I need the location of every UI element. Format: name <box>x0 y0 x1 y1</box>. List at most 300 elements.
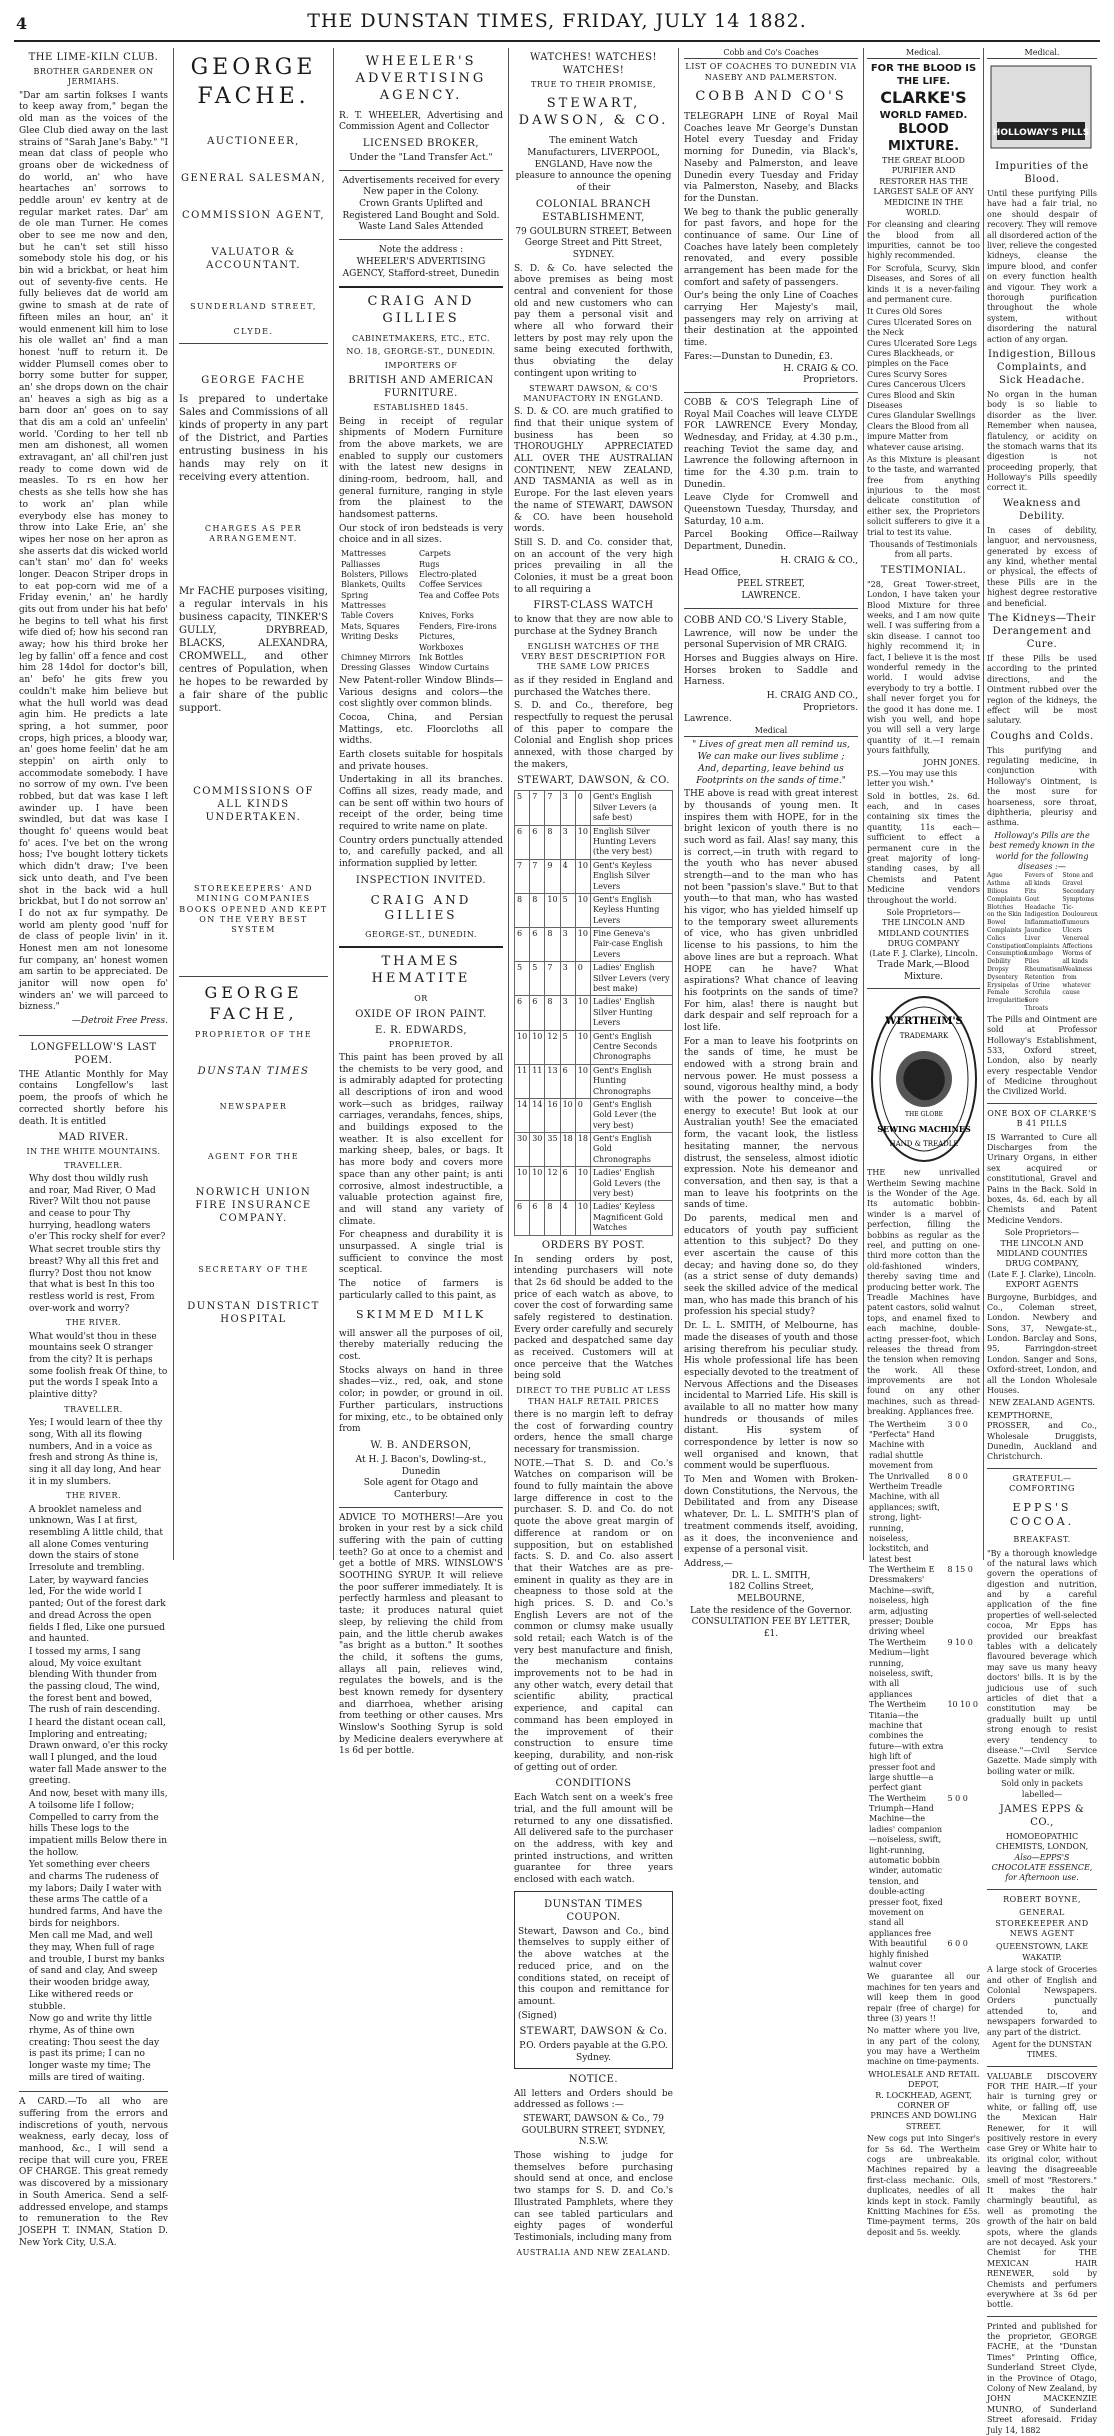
thames-stocks: Stocks always on hand in three shades—viz., red, oak, and stone color; in powder, or ground in oil. Further particulars, instructions for mixing, etc., to be obtained only from <box>339 1365 503 1435</box>
disease-item: Inflammation <box>1024 919 1066 927</box>
signed: (Signed) <box>518 2010 557 2021</box>
price-cell: 10 <box>515 1167 530 1201</box>
poem-stanza: Why dost thou wildly rush and roar, Mad River, O Mad River? Wilt thou not pause and cease to pour Thy hurrying, headlong waters o'er This rocky shelf for ever? <box>29 1174 166 1243</box>
disease-item: Retention of Urine <box>1024 973 1055 989</box>
price-cell: 11 <box>530 1064 545 1098</box>
clarkes: CLARKE'S <box>880 88 967 108</box>
divider <box>19 2091 168 2092</box>
machine-description: The Unrivalled Wertheim Treadle Machine, with all appliances; swift, strong, light-running, noiseless, lockstitch, and latest best <box>869 1471 942 1564</box>
seal-wertheims: WERTHEIM'S <box>884 1016 963 1028</box>
machine-price: 5 0 0 <box>947 1793 968 1803</box>
machine-description: The Wertheim Titania—the machine that combines the future—with extra high lift of presser foot and large shuttle—a perfect giant <box>869 1700 944 1793</box>
fares: Fares:—Dunstan to Dunedin, £3. <box>684 351 833 362</box>
skimmed-milk: SKIMMED MILK <box>355 1308 487 1322</box>
lime-kiln-title: THE LIME-KILN CLUB. <box>28 52 159 63</box>
norwich-union: NORWICH UNION FIRE INSURANCE COMPANY. <box>195 1187 312 1225</box>
nz-agents: NEW ZEALAND AGENTS. <box>989 1398 1095 1408</box>
price-cell: 3 <box>560 791 575 825</box>
list-item: Palliasses <box>341 559 381 569</box>
watch-description: Gent's English Keyless Hunting Levers <box>590 893 672 927</box>
machine-row <box>867 1700 980 1794</box>
poem-stanza: Later, by wayward fancies led, For the wide world I panted; Out of the forest dark and dread Across the open fields I fled, Like one pursued and haunted. <box>29 1575 166 1645</box>
boyne-agent: Agent for the DUNSTAN TIMES. <box>992 2039 1092 2060</box>
price-cell: 0 <box>575 791 590 825</box>
poem-stanza: What secret trouble stirs thy breast? Why all this fret and flurry? Dost thou not know that what is best In this too restless world is rest, From over-work and worry? <box>29 1245 161 1314</box>
seal-hand: HAND & TREADLE <box>888 1140 959 1149</box>
price-cell: 8 <box>515 893 530 927</box>
manufactory: STEWART DAWSON, & CO'S MANUFACTORY IN ENGLAND. <box>523 383 664 403</box>
lincoln-4: (Late F. J. Clarke), Lincoln. <box>987 1269 1097 1279</box>
australia-nz: AUSTRALIA AND NEW ZEALAND. <box>516 2247 671 2257</box>
quote-line-1: " Lives of great men all remind us, We can make our lives sublime ; <box>692 740 850 763</box>
disease-item: Ulcers <box>1062 926 1083 934</box>
price-row <box>515 962 673 996</box>
disease-item: Venereal Affections <box>1062 934 1093 950</box>
list-item: Dressing Glasses <box>341 663 411 673</box>
price-row <box>515 1030 673 1064</box>
price-cell: 13 <box>545 1064 560 1098</box>
masthead: THE DUNSTAN TIMES, FRIDAY, JULY 14 1882. <box>307 10 807 32</box>
column-5 <box>679 48 864 1640</box>
watches-body6: S. D. and Co., therefore, beg respectfully to request the perusal of this paper to compare the Colonial and English shop prices annexed, with those charged by the makers, <box>514 701 673 770</box>
thames-cheap: For cheapness and durability it is unsurpassed. A single trial is sufficient to convince the most sceptical. <box>339 1230 503 1276</box>
disease-item: Dysentery <box>987 973 1018 981</box>
list-item: Chimney Mirrors <box>341 653 411 663</box>
list-item: Electro-plated <box>419 569 477 579</box>
longfellow-article <box>19 1041 168 2085</box>
cg-earth: Earth closets suitable for hospitals and private houses. <box>339 749 503 772</box>
header-rule <box>14 40 1100 42</box>
price-cell: 10 <box>575 1030 590 1064</box>
divider <box>987 1103 1097 1104</box>
new-cogs: New cogs put into Singer's for 5s 6d. The Wertheim cogs are unbreakable. Machines repaired by a first-class mechanic. Oils, duplicates, needles of all kinds kept in stock. Family Knitting Machines for £5s. Time-payment terms, 20s deposit and 5s. weekly. <box>867 2134 980 2237</box>
lime-kiln-body: "Dar am sartin folkses I wants to keep away from," began the old man as the voices of the Glee Club died away on the last strains of "Sarah Jane's Baby." "I mean dat class of people who groans ober de wickedness of do world, an' who have heartaches an' sorrows to peddle aroun' ev kentry at de regular market rates. Dar' am de ole man Turner. He comes ober to see me now and den, but he can't set still hisso somebody stole his dog, or his bin wid a brickbat, or heat him out of seventy-five cents. He fully believes dat de world am gwine to smash at de rate of fifteen miles an hour, an' it would enmenent kill him to lose his ole wallet an' find a man honest 'nuff to return it. De widder Plumsell comes ober to borry some butter for supper, an' she drops down on the chair an' heaves a sigh as big as a barn door an' goes on to say that dis am a cold an' unfeelin' world. 'Cording to her tell nb men am dishonest, all women extravagant, an' all chil'ren just ready to come down wid de measles. To rs en how her chests as she tells how she has to work an' plan while everybody else has money to throw into Lake Erie, an' she wipes her nose on her apron as she asserts dat dis wicked world can't stan' mo' dan fo' weeks longer. Deacon Striper drops in to eat pop-corn wid me of a Friday evenin,' an' he hardly gits out from under his hat befo' he begins to tell what his first wife died of; how his second ran away; how his third broke her leg by fallin' off a fence and cost him 28 14dol for doctor's bill, an' befo' he gits frew you couldn't make him believe but what the hull world was dead agin him. He predicts a late spring, a hot summer, poor crops, high prices, a bloody war, an' goes home feelin' dat he am steppin' on airth only to accommodate somebody. I have no sorrow of my own. I've been robbed, but dat was kase I left awinder up. I have been swindled, but dat was kase I thought fo' queens would beat fo' aces. I've bet on the wrong hoss; I've bought lottery tickets which didn't draw; I've been sick unto death, and I've been shot in the back wid a hull brickbat, but I do not sorrow an' I do not ax fur sympathy. De world am plenty good 'nuff for de class of people livin' in it. Honest men am not lonesome fur company, an' honest women am sartin to be appreciated. De janitor will now open fo' winders an' we will parceed to bizness." <box>19 90 168 1013</box>
disease-item: Fevers of all kinds <box>1024 872 1053 888</box>
land-act: Under the "Land Transfer Act." <box>349 153 493 164</box>
cg-body: Being in receipt of regular shipments of Modern Furniture from the above markets, we are enabled to supply our customers with the latest new designs in dining-room, bedroom, hall, and general furniture, ranging in style from the plainest to the handsomest patterns. <box>339 416 503 521</box>
licensed-broker: LICENSED BROKER, <box>362 138 480 150</box>
price-cell: 6 <box>515 996 530 1030</box>
sold-in-bottles: Sold in bottles, 2s. 6d. each, and in cases containing six times the quantity, 11s each—sufficient to effect a permanent cure in the great majority of long-standing cases, by all Chemists and Patent Medicine vendors throughout the world. <box>867 791 980 905</box>
craig-sign-3: H. CRAIG AND CO., <box>766 691 858 701</box>
divider <box>987 2066 1097 2067</box>
list-item: Blankets, Quilts <box>341 580 406 590</box>
holloways-pills-logo-icon <box>987 62 1095 152</box>
disease-item: Weakness from whatever cause <box>1062 965 1093 997</box>
cure-item: Cures Ulcerated Sores on the Neck <box>867 317 972 338</box>
cure-item: Cures Ulcerated Sore Legs <box>867 338 977 348</box>
price-cell: 10 <box>575 996 590 1030</box>
medical-body-3: Do parents, medical men and educators of youth pay sufficient attention to this subject? Do they ever ascertain the cause of this decay; and having done so, do they (as a strict sense of duty demands) seek the skilled advice of the medical man, who has made this branch of his profession his special study? <box>684 1213 858 1318</box>
machine-row <box>867 1939 980 1970</box>
list-item: Carpets <box>419 549 451 559</box>
machine-row <box>867 1794 980 1939</box>
epps-body: "By a thorough knowledge of the natural laws which govern the operations of digestion and nutrition, and by a careful application of the fine properties of well-selected cocoa, Mr Epps has provided our breakfast tables with a delicately flavoured beverage which may save us many heavy doctors' bills. It is by the judicious use of such articles of diet that a constitution may be gradually built up until strong enough to resist every tendency to disease."—Civil Service Gazette. Made simply with boiling water or milk. <box>987 1548 1097 1776</box>
medical-body-2: For a man to leave his footprints on the sands of time, he must be endowed with a strong brain and nervous power. He must possess a sound, vigorous healthy mind, a body with the power to conceive—the energy to execute! But look at our Australian youth! See the emaciated form, the vacant look, the listless hesitating manner, the nervous distrust, the senseless, almost idiotic expression. Note his demeanor and conversation, and then say, is that a man to leave his footprints on the sands of time. <box>684 1036 858 1211</box>
list-item: Spring Mattresses <box>341 590 386 611</box>
price-cell: 6 <box>560 1064 575 1098</box>
craig-gillies-title: CRAIG AND GILLIES <box>367 294 475 327</box>
boyne-name: ROBERT BOYNE, <box>1003 1894 1081 1904</box>
poem-stanza: Men call me Mad, and well they may, When full of rage and trouble, I burst my banks of sand and clay, And sweep their wooden bridge away, Like withered reeds or stubble. <box>29 1931 165 2012</box>
poem-stanza: Yet something ever cheers and charms The rudeness of my labors; Daily I water with these arms The cattle of a hundred farms, And have the birds for neighbors. <box>29 1860 163 1929</box>
price-cell: 5 <box>560 1030 575 1064</box>
orders-body: In sending orders by post, intending purchasers will note that 2s 6d should be added to the price of each watch as above, to cover the cost of forwarding same safely registered to destination. Every order carefully and securely packed and despatched same day as received. Customers will at once perceive that the Watches being sold <box>514 1254 673 1382</box>
craig-sign-2: H. CRAIG & CO., <box>780 555 858 566</box>
disease-item: Constipation <box>987 942 1026 950</box>
established: ESTABLISHED 1845. <box>373 403 469 413</box>
machine-description: The Wertheim E Dressmakers' Machine—swift, noiseless, high arm, adjusting presser; Double driving wheel <box>869 1565 935 1637</box>
list-item: Bolsters, Pillows <box>341 569 409 579</box>
price-row <box>515 1098 673 1132</box>
sole-agent: Sole agent for Otago and Canterbury. <box>363 1478 479 1500</box>
colonial-branch: COLONIAL BRANCH ESTABLISHMENT, <box>535 198 652 223</box>
longfellow-intro: THE Atlantic Monthly for May contains Longfellow's last poem, the proofs of which he corrected shortly before his death. It is entitled <box>19 1069 168 1127</box>
price-cell: 8 <box>545 996 560 1030</box>
boyne-address: QUEENSTOWN, LAKE WAKATIP. <box>995 1942 1089 1962</box>
price-cell: 4 <box>560 859 575 893</box>
disease-item: Bilious Complaints <box>987 887 1022 903</box>
watch-description: Gent's Keyless English Silver Levers <box>590 859 672 893</box>
disease-item: Scrofula <box>1024 989 1051 997</box>
anderson: W. B. ANDERSON, <box>370 1439 472 1451</box>
price-cell: 8 <box>545 928 560 962</box>
imprint: Printed and published for the proprietor, GEORGE FACHE, at the "Dunstan Times" Printing Office, Sunderland Street Clyde, in the Province of Otago, Colony of New Zealand, by JOHN MACKENZIE MUNRO, of Sunderland Street aforesaid. Friday July 14, 1882 <box>987 2321 1097 2435</box>
horses: Horses and Buggies always on Hire. Horses broken to Saddle and Harness. <box>684 653 858 688</box>
poem-stanza: And now, beset with many ills, A toilsome life I follow; Compelled to carry from the hills These logs to the impatient mills Below there in the hollow. <box>29 1789 168 1858</box>
section-label: Medical. <box>987 48 1097 59</box>
export-body: Burgoyne, Burbidges, and Co., Coleman street, London. Newbery and Sons, 37, Newgate-st., London. Barclay and Sons, 95, Farringdon-street London. Sanger and Sons, Oxford-street, London, and all the London Wholesale Houses. <box>987 1292 1097 1396</box>
price-cell: 16 <box>545 1098 560 1132</box>
watches-title: WATCHES! WATCHES! WATCHES! <box>529 52 657 76</box>
price-row <box>515 1201 673 1235</box>
watch-description: Ladies' English Gold Levers (the very best) <box>590 1167 672 1201</box>
divider <box>339 170 503 171</box>
kidneys-body: If these Pills be used according to the printed directions, and the Ointment rubbed over the region of the kidneys, the effect will be most salutary. <box>987 653 1097 726</box>
watch-description: Gent's English Gold Lever (the very best) <box>590 1098 672 1132</box>
boyne-body: A large stock of Groceries and other of English and Colonial Newspapers. Orders punctually attended to, and newspapers forwarded to any part of the district. <box>987 1965 1097 2037</box>
price-cell: 6 <box>530 928 545 962</box>
disease-item: Tic-Douloureux <box>1062 903 1098 919</box>
thames-title: THAMES HEMATITE <box>371 954 471 987</box>
consultation-fee: CONSULTATION FEE BY LETTER, £1. <box>691 1617 851 1640</box>
lincoln-3: THE LINCOLN AND MIDLAND COUNTIES DRUG COMPANY, <box>996 1238 1088 1269</box>
machine-row <box>867 1472 980 1566</box>
lime-kiln-article <box>19 51 168 1028</box>
machine-description: The Wertheim "Perfecta" Hand Machine with radial shuttle movement from <box>869 1419 935 1471</box>
list-item: Mattresses <box>341 549 386 559</box>
price-cell: 5 <box>530 962 545 996</box>
price-cell: 10 <box>575 825 590 859</box>
importers: IMPORTERS OF <box>384 360 458 370</box>
price-cell: 3 <box>560 825 575 859</box>
card-notice: A CARD.—To all who are suffering from the errors and indiscretions of youth, nervous weakness, early decay, loss of manhood, &c., I will send a recipe that will cure you, FREE OF CHARGE. This great remedy was discovered by a missionary in South America. Send a self-addressed envelope, and stamps to remuneration to the Rev JOSEPH T. INMAN, Station D. New York City, U.S.A. <box>19 2097 168 2248</box>
poem-stanza: Now go and write thy little rhyme, As of thine own creating: Thou seest the day is past its prime; I can no longer waste my time; The mills are tired of waiting. <box>29 2014 160 2083</box>
disease-item: Stone and Gravel <box>1062 872 1094 888</box>
seal-globe: THE GLOBE <box>904 1111 943 1119</box>
smith-name: DR. L. L. SMITH, <box>731 1570 811 1581</box>
price-row <box>515 996 673 1030</box>
ads-received: Advertisements received for every New paper in the Colony. <box>342 175 500 198</box>
cg-items-table <box>339 549 503 674</box>
price-cell: 3 <box>560 962 575 996</box>
watch-description: Gent's English Centre Seconds Chronographs <box>590 1030 672 1064</box>
price-cell: 6 <box>530 1201 545 1235</box>
cg-country: Country orders punctually attended to, and carefully packed, and all information supplied by letter. <box>339 835 503 870</box>
watches-body1: S. D. & Co. have selected the above premises as being most central and convenient for those old and new customers who can pay them a personal visit and where all who forward their letters by post may rely upon the same being executed forthwith, thus obviating the delay contingent upon writing to <box>514 263 673 379</box>
divider <box>339 1507 503 1508</box>
grateful: GRATEFUL—COMFORTING <box>1009 1473 1075 1494</box>
disease-item: Sore Throats <box>1024 997 1049 1012</box>
hair-renewer: VALUABLE DISCOVERY FOR THE HAIR.—If your hair is turning grey or white, or falling off, use the Mexican Hair Renewer, for it will positively restore in every case Grey or White hair to its original color, without leaving the disagreeable smell of most "Restorers." It makes the hair charmingly beautiful, as well as promoting the growth of the hair on bald spots, where the glands are not decayed. Ask your Chemist for THE MEXICAN HAIR RENEWER, sold by Chemists and perfumers everywhere at 3s 6d per bottle. <box>987 2071 1097 2310</box>
list-item: Knives, Forks <box>419 611 474 621</box>
divider <box>987 1889 1097 1890</box>
pleasant: As this Mixture is pleasant to the taste, and warranted free from anything injurious to the most delicate constitution of either sex, the Proprietors solicit sufferers to give it a trial to test its value. <box>867 454 980 537</box>
commissions-heading: COMMISSIONS OF ALL KINDS UNDERTAKEN. <box>193 785 314 823</box>
notice: NOTICE. <box>568 2073 619 2085</box>
price-row <box>515 825 673 859</box>
fache-name-2: GEORGE FACHE, <box>204 982 303 1023</box>
price-cell: 7 <box>530 859 545 893</box>
watch-price-table <box>514 790 673 1235</box>
poem-title: MAD RIVER. <box>58 1132 129 1144</box>
poem-stanza: Yes; I would learn of thee thy song, With all its flowing numbers, And in a voice as fresh and strong As thine is, sing it all day long, And hear it in my slumbers. <box>29 1418 163 1487</box>
divider <box>19 1035 168 1036</box>
wertheim-guarantee: We guarantee all our machines for ten years and will keep them in good repair (free of charge) for three (3) years !! <box>867 1972 980 2023</box>
coaches-list-title: LIST OF COACHES TO DUNEDIN VIA NASEBY AND PALMERSTON. <box>685 62 857 82</box>
fache-role: GENERAL SALESMAN, <box>180 173 327 185</box>
john-jones: JOHN JONES. <box>923 758 980 768</box>
melbourne: MELBOURNE, <box>737 1593 805 1604</box>
divider <box>684 392 858 393</box>
watches-body2: S. D. & CO. are much gratified to find that their unique system of business has been so THOROUGHLY APPRECIATED ALL OVER THE AUSTRALIAN CONTINENT, NEW ZEALAND, AND TASMANIA as well as in Europe. For the last eleven years the name of STEWART, DAWSON & CO. have been household words. <box>514 407 673 535</box>
testimonial-body: "28, Great Tower-street, London, I have taken your Blood Mixture for three weeks, and I am now quite well. I was suffering from a skin disease. I cannot too highly recommend it; in fact, I believe it is the most wonderful remedy in the world. I would advise everybody to try a bottle. I shall never forget you for the good it has done me. I wish you well, and hope you will sell a very large quantity of it.—I remain yours faithfully, <box>867 579 980 756</box>
price-cell: 6 <box>515 1201 530 1235</box>
section-label: Cobb and Co's Coaches <box>684 48 858 59</box>
disease-item: Rheumatism <box>1024 965 1063 973</box>
price-cell: 7 <box>545 791 560 825</box>
secretary-label: SECRETARY OF THE <box>198 1265 309 1275</box>
orders-by-post: ORDERS BY POST. <box>541 1239 646 1251</box>
watch-description: Ladies' Keyless Magnificent Gold Watches <box>590 1201 672 1235</box>
judge-body: Those wishing to judge for themselves before purchasing should send at once, and enclose two stamps for S. D. and Co.'s Illustrated Pamphlets, where they can see tabled particulars and eighty pages of wonderful Testimonials, including many from <box>514 2151 673 2243</box>
cg-undertaking: Undertaking in all its branches. Coffins all sizes, ready made, and can be sent off within two hours of receipt of the order, being time required to write name on plate. <box>339 775 503 833</box>
divider <box>339 946 503 948</box>
price-cell: 8 <box>530 893 545 927</box>
coughs-title: Coughs and Colds. <box>990 730 1094 742</box>
sole-proprietors: Sole Proprietors— <box>886 907 961 917</box>
price-cell: 10 <box>515 1030 530 1064</box>
disease-item: Liver Complaints <box>1024 934 1060 950</box>
divider <box>987 1468 1097 1469</box>
cure-item: Cures Scurvy Sores <box>867 369 947 379</box>
price-cell: 6 <box>560 1167 575 1201</box>
price-cell: 35 <box>545 1133 560 1167</box>
export-agents: EXPORT AGENTS <box>1005 1280 1079 1290</box>
cure-item: Cures Cancerous Ulcers <box>867 380 966 390</box>
divider <box>339 239 503 240</box>
machine-row <box>867 1420 980 1472</box>
price-cell: 6 <box>530 825 545 859</box>
cg-address: NO. 18, GEORGE-ST., DUNEDIN. <box>346 347 496 357</box>
cure-item: It Cures Old Sores <box>867 307 943 317</box>
one-box-title: ONE BOX OF CLARKE'S B 41 PILLS <box>987 1108 1097 1129</box>
price-cell: 8 <box>545 1201 560 1235</box>
medical-body: THE above is read with great interest by thousands of young men. It inspires them with HOPE, for in the bright lexicon of youth there is no such word as fail. Alas! say many, this is correct,—in truth with regard to the youth who has never abused strength—and to the man who has not been "passion's slave." But to that youth—to that man, who has wasted his vigor, who has yielded himself up to the temporary sweet allurements of vice, who has given unbridled license to his passions, to him the above lines are but a reproach. What HOPE can he have? What aspirations? What chance of leaving his footprints on the sands of time? For him, alas! there is naught but dark despair and self reproach for a lost life. <box>684 789 858 1033</box>
smith-addr: 182 Collins Street, <box>728 1582 814 1593</box>
thames-name: E. R. EDWARDS, <box>374 1024 468 1036</box>
watch-description: Fine Geneva's Fair-case English Levers <box>590 928 672 962</box>
disease-item: Headache <box>1024 903 1056 911</box>
cabinetmakers: CABINETMAKERS, ETC., ETC. <box>352 334 490 344</box>
list-item: Writing Desks <box>341 632 399 642</box>
fache-role: AUCTIONEER, <box>207 136 300 148</box>
machine-description: With beautiful highly finished walnut cover <box>869 1939 929 1969</box>
fache-role: COMMISSION AGENT, <box>181 210 326 222</box>
conditions-body: Each Watch sent on a week's free trial, and the full amount will be returned to any one dissatisfied. All delivered safe to the purchaser on the address, with key and printed instructions, and written guarantee for three years enclosed with each watch. <box>514 1793 673 1886</box>
watches-sub: TRUE TO THEIR PROMISE, <box>531 80 656 89</box>
price-cell: 7 <box>515 859 530 893</box>
craig-sign: H. CRAIG & CO. <box>783 363 858 374</box>
machine-price: 8 0 0 <box>947 1471 968 1481</box>
proprietor-label: PROPRIETOR OF THE <box>194 1030 313 1040</box>
medical-label: Medical <box>684 726 858 737</box>
price-cell: 7 <box>545 962 560 996</box>
poem-stanza: A brooklet nameless and unknown, Was I at first, resembling A little child, that all alone Comes venturing down the stairs of stone Irresolute and trembling. <box>29 1504 163 1574</box>
disease-item: Fits <box>1024 887 1037 895</box>
list-item: Tea and Coffee Pots <box>419 590 500 600</box>
cure-item: Cures Glandular Swellings <box>867 411 976 421</box>
list-item: Rugs <box>419 559 440 569</box>
peel-street: PEEL STREET, <box>737 579 805 590</box>
livery-title: COBB AND CO.'S Livery Stable, <box>684 614 847 626</box>
watch-description: Gent's English Gold Chronographs <box>590 1133 672 1167</box>
disease-item: Gout <box>1024 895 1040 903</box>
disease-item: Asthma <box>987 880 1010 888</box>
stewart-dawson-2: STEWART, DAWSON, & CO. <box>517 775 670 787</box>
wertheim-no-matter: No matter where you live, in any part of the colony, you may have a Wertheim machine on time-payments. <box>867 2026 980 2067</box>
hospital-name: DUNSTAN DISTRICT HOSPITAL <box>187 1300 320 1325</box>
late-residence: Late the residence of the Governor. <box>690 1605 852 1616</box>
livery-body: Lawrence, will now be under the personal Supervision of MR CRAIG. <box>684 628 858 651</box>
divider <box>339 286 503 288</box>
price-cell: 10 <box>545 893 560 927</box>
list-item: Ink Bottles <box>419 653 464 663</box>
thames-notice: The notice of farmers is particularly called to this paint, as <box>339 1279 503 1301</box>
price-cell: 10 <box>575 1167 590 1201</box>
blood-mixture: BLOOD MIXTURE. <box>887 122 960 155</box>
watches-body4: to know that they are now able to purchase at the Sydney Branch <box>514 615 673 638</box>
note-body: NOTE.—That S. D. and Co.'s Watches on comparison will be found to fully maintain the above large difference in cost to the purchaser. S. D. and Co. do not quote the above great margin of difference at random or on supposition, but on established facts. S. D. and Co. also assert that their Watches are as pre-eminent in quality as they are in cheapness to those sold at the high prices. S. D. and Co.'s English Levers are not of the common or clumsy make usually sold retail; each Watch is of the very best manufacture and finish, the mechanism contains improvements not to be had in any other watch, every detail that scientific ability, practical experience, and capital can command has been employed in the improvement of their construction to ensure time keeping, durability, and non-risk of getting out of order. <box>514 1458 673 1773</box>
wheeler-agent: R. T. WHEELER, Advertising and Commission Agent and Collector <box>339 110 503 133</box>
speaker-river: THE RIVER. <box>65 1318 122 1328</box>
holloway-sold: The Pills and Ointment are sold at Professor Holloway's Establishment, 533, Oxford street, London, also by nearly every respectable Vendor of Medicine throughout the Civilized World. <box>987 1014 1097 1097</box>
wertheim-price-list <box>867 1420 980 1971</box>
charges-note: CHARGES AS PER ARRANGEMENT. <box>204 523 303 544</box>
price-cell: 10 <box>575 1201 590 1235</box>
disease-item: Indigestion <box>1024 911 1059 919</box>
lawrence-2: Lawrence. <box>684 714 732 725</box>
disease-item: Lumbago <box>1024 950 1054 958</box>
price-cell: 18 <box>560 1133 575 1167</box>
weakness-body: In cases of debility, languor, and nervousness, generated by excess of any kind, whether mental or physical, the effects of these Pills are in the highest degree restorative and beneficial. <box>987 525 1097 608</box>
price-cell: 18 <box>575 1133 590 1167</box>
wholesale-depot: WHOLESALE AND RETAIL DEPOT, <box>868 2069 979 2090</box>
watches-body5: as if they resided in England and purchased the Watches there. <box>514 675 673 698</box>
price-cell: 12 <box>545 1167 560 1201</box>
price-cell: 10 <box>560 1098 575 1132</box>
cure-item: Clears the Blood from all impure Matter from whatever cause arising. <box>867 421 969 452</box>
cobb-body2: We beg to thank the public generally for past favors, and hope for the continuance of same. Our Line of Coaches have lately been completely renovated, and every possible arrangement has been made for the comfort and safety of passengers. <box>684 207 858 288</box>
trade-mark: Trade Mark,—Blood Mixture. <box>877 959 970 982</box>
list-item: Pictures, Workboxes <box>419 632 464 652</box>
machine-price: 10 10 0 <box>947 1700 978 1710</box>
price-row <box>515 928 673 962</box>
crown-grants: Crown Grants Uplifted and Registered Land Bought and Sold. Waste Land Sales Attended <box>342 199 500 233</box>
disease-item: Tumours <box>1062 919 1090 927</box>
disease-item: Secondary Symptoms <box>1062 887 1095 903</box>
lawrence-town: LAWRENCE. <box>741 590 801 601</box>
cleansing: For cleansing and clearing the blood from all impurities, cannot be too highly recommended. <box>867 220 980 261</box>
thousands: Thousands of Testimonials from all parts. <box>869 540 978 560</box>
price-cell: 10 <box>575 859 590 893</box>
price-cell: 5 <box>515 791 530 825</box>
fache-town: CLYDE. <box>233 326 274 336</box>
direct-to-public: DIRECT TO THE PUBLIC AT LESS THAN HALF RETAIL PRICES <box>516 1386 671 1406</box>
wheeler-title: WHEELER'S ADVERTISING AGENCY. <box>355 54 487 103</box>
price-row <box>515 893 673 927</box>
price-row <box>515 1064 673 1098</box>
poem-subtitle: IN THE WHITE MOUNTAINS. <box>26 1147 161 1157</box>
head-office: Head Office, <box>684 567 742 578</box>
column-2 <box>174 48 334 1560</box>
cobb2-leave: Leave Clyde for Cromwell and Queenstown Tuesday, Thursday, and Saturday, 10 a.m. <box>684 493 858 527</box>
fache-ad-body: Is prepared to undertake Sales and Commissions of all kinds of property in any part of the District, and Parties entrusting business in his hands may rely on it receiving every attention. <box>179 393 328 483</box>
craig-gillies-title-2: CRAIG AND GILLIES <box>370 892 472 923</box>
watches-sub2: The eminent Watch Manufacturers, LIVERPOOL, ENGLAND, Have now the pleasure to announce the opening of their <box>515 136 672 193</box>
wheeler-address: WHEELER'S ADVERTISING AGENCY, Stafford-street, Dunedin <box>342 256 500 279</box>
disease-item: Dropsy <box>987 965 1009 973</box>
cg-address-2: GEORGE-ST., DUNEDIN. <box>365 930 477 940</box>
list-item: Coffee Services <box>419 580 483 590</box>
notice-body: All letters and Orders should be addressed as follows :— <box>514 2088 673 2111</box>
column-3 <box>334 48 509 1757</box>
store-books: STOREKEEPERS' AND MINING COMPANIES BOOKS OPENED AND KEPT ON THE VERY BEST SYSTEM <box>179 883 328 935</box>
cobb-body: TELEGRAPH LINE of Royal Mail Coaches leave Mr George's Dunstan Hotel every Tuesday and Friday morning for Dunedin, via Black's, Naseby and Palmerston, and leave Dunedin every Tuesday and Friday via Palmerston, Naseby, and Blacks for the Dunstan. <box>684 112 858 204</box>
speaker-traveller: TRAVELLER. <box>64 1160 123 1170</box>
price-cell: 10 <box>530 1030 545 1064</box>
column-6 <box>864 48 984 2237</box>
lincoln: THE LINCOLN AND MIDLAND COUNTIES DRUG COMPANY <box>877 918 970 949</box>
price-cell: 0 <box>575 1098 590 1132</box>
page-number: 4 <box>16 14 28 33</box>
address-label: Address,— <box>684 1558 733 1569</box>
coupon-firm: STEWART, DAWSON & Co. <box>519 2026 668 2038</box>
princes-dowling: PRINCES AND DOWLING STREET. <box>870 2111 977 2131</box>
divider <box>867 988 980 989</box>
list-item: Mats, Squares <box>341 621 400 631</box>
inspection-invited: INSPECTION INVITED. <box>355 874 487 886</box>
disease-item: Female Irregularities <box>987 989 1028 1005</box>
impurities-title: Impurities of the Blood. <box>995 161 1089 186</box>
page-header <box>0 0 1114 44</box>
poem-stanza: I tossed my arms, I sang aloud, My voice exultant blending With thunder from the passing cloud, The wind, the forest bent and bowed, The rush of rain descending. <box>29 1646 161 1716</box>
price-cell: 5 <box>560 893 575 927</box>
price-cell: 6 <box>515 825 530 859</box>
watch-description: Ladies' English Silver Hunting Levers <box>590 996 672 1030</box>
machine-row <box>867 1638 980 1700</box>
stewart-dawson: STEWART, DAWSON, & CO. <box>518 96 669 129</box>
